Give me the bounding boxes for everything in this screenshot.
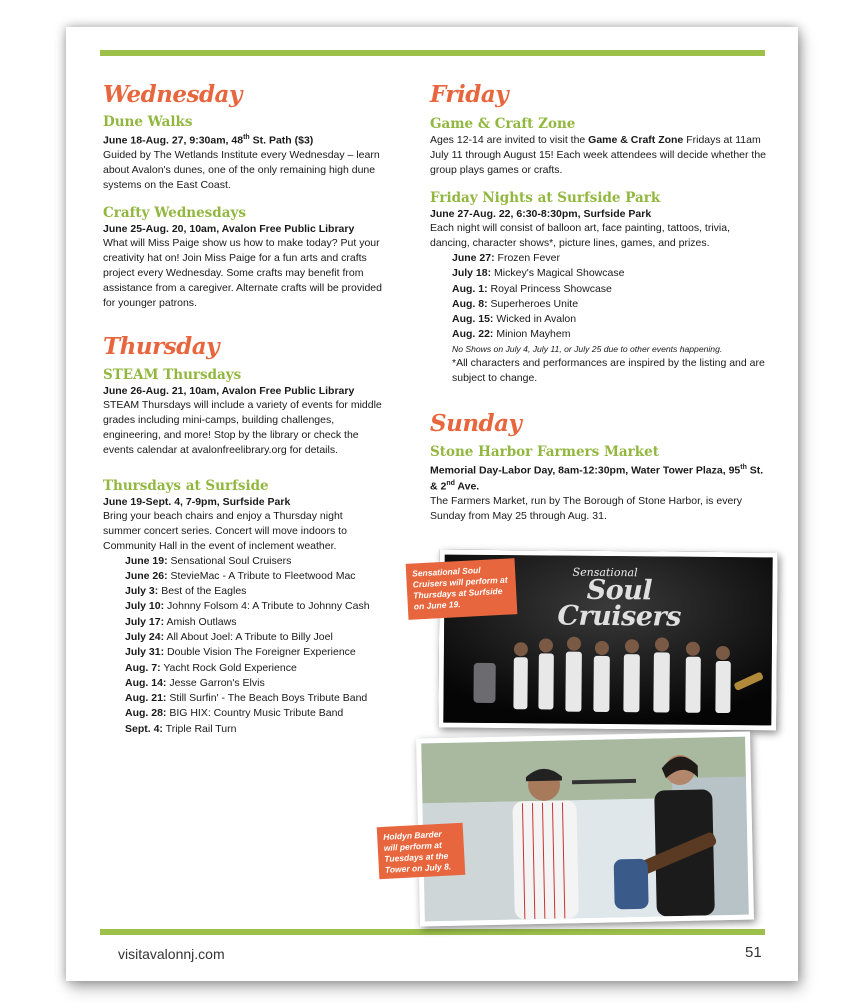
schedule-item: July 10: Johnny Folsom 4: A Tribute to Johnny Cash: [125, 600, 370, 613]
schedule-item: Aug. 28: BIG HIX: Country Music Tribute Band: [125, 707, 344, 720]
top-rule: [100, 50, 765, 56]
game-craft-section: [430, 116, 770, 178]
steam-thursdays-desc: STEAM Thursdays will include a variety of events for middle grades including mini-camps, building challenges, engineering, and more! Stop by the library or check the events calendar at avalonfreelibrary.org for details.: [103, 398, 382, 456]
characters-footnote: *All characters and performances are inspired by the listing and are subject to change.: [452, 356, 765, 384]
friday-nights-desc: Each night will consist of balloon art, face painting, tattoos, trivia, dancing, character shows*, picture lines, games, and prizes.: [430, 222, 730, 249]
schedule-item: July 3: Best of the Eagles: [125, 585, 247, 598]
thursdays-surfside-title: Thursdays at Surfside: [103, 477, 269, 494]
farmers-market-desc: The Farmers Market, run by The Borough of Stone Harbor, is every Sunday from May 25 through Aug. 31.: [430, 494, 743, 522]
band-logo-main: Soul Cruisers: [557, 574, 682, 633]
dune-walks-title: Dune Walks: [103, 114, 193, 130]
magazine-page: [66, 27, 798, 981]
friday-nights-section: [430, 190, 770, 386]
farmers-market-section: [430, 444, 770, 524]
thursday-heading: Thursday: [103, 332, 219, 360]
farmers-market-when: Memorial Day-Labor Day, 8am-12:30pm, Water Tower Plaza, 95th St. & 2nd Ave.: [430, 463, 764, 493]
thursdays-surfside-desc: Bring your beach chairs and enjoy a Thursday night summer concert series. Concert will move indoors to Community Hall in the event of inclement weather.: [103, 509, 347, 552]
dune-walks-when: June 18-Aug. 27, 9:30am, 48th St. Path ($3): [103, 134, 314, 147]
schedule-item: Aug. 15: Wicked in Avalon: [452, 313, 577, 326]
left-column: [103, 81, 383, 737]
schedule-item: July 31: Double Vision The Foreigner Experience: [125, 646, 356, 659]
right-column: [430, 81, 770, 524]
schedule-item: Aug. 8: Superheroes Unite: [452, 297, 579, 310]
game-craft-title: Game & Craft Zone: [430, 116, 576, 132]
schedule-item: Aug. 22: Minion Mayhem: [452, 328, 571, 341]
holdyn-barder-photo: [416, 732, 754, 927]
dune-walks-section: [103, 114, 383, 193]
page-number: 51: [745, 944, 762, 961]
concert-photo-illustration: [421, 737, 749, 922]
crafty-wednesdays-title: Crafty Wednesdays: [103, 204, 246, 221]
crafty-wednesdays-desc: What will Miss Paige show us how to make today? Put your creativity hat on! Join Miss Paige for a fun arts and crafts project every Wednesday. Some crafts may benefit from assistance from a caregiver. Alternate crafts will be provided for younger patrons.: [103, 236, 382, 309]
schedule-item: July 17: Amish Outlaws: [125, 615, 237, 628]
band-logo-top: Sensational: [572, 565, 638, 580]
soul-cruisers-caption: Sensational Soul Cruisers will perform at Thursdays at Surfside on June 19.: [406, 558, 518, 620]
friday-nights-title: Friday Nights at Surfside Park: [430, 190, 661, 206]
schedule-item: July 24: All About Joel: A Tribute to Billy Joel: [125, 630, 333, 643]
game-craft-desc: Ages 12-14 are invited to visit the Game & Craft Zone Fridays at 11am July 11 through August 15! Each week attendees will decide whether the group plays games or crafts.: [430, 134, 767, 176]
bottom-rule: [100, 929, 765, 935]
footer-url: visitavalonnj.com: [118, 946, 225, 962]
thursdays-surfside-when: June 19-Sept. 4, 7-9pm, Surfside Park: [103, 495, 291, 508]
wednesday-heading: Wednesday: [103, 81, 242, 108]
friday-schedule: [430, 251, 770, 386]
friday-heading: Friday: [430, 81, 509, 108]
thursdays-surfside-section: [103, 478, 383, 738]
schedule-item: June 19: Sensational Soul Cruisers: [125, 554, 292, 567]
crafty-wednesdays-section: [103, 205, 383, 311]
sunday-heading: Sunday: [430, 409, 522, 437]
schedule-item: June 26: StevieMac - A Tribute to Fleetwood Mac: [125, 569, 356, 582]
farmers-market-title: Stone Harbor Farmers Market: [430, 443, 659, 460]
schedule-item: Aug. 14: Jesse Garron's Elvis: [125, 676, 265, 689]
schedule-item: June 27: Frozen Fever: [452, 252, 560, 264]
schedule-item: Aug. 7: Yacht Rock Gold Experience: [125, 661, 297, 674]
schedule-item: Sept. 4: Triple Rail Turn: [125, 722, 237, 735]
schedule-item: July 18: Mickey's Magical Showcase: [452, 267, 625, 280]
schedule-item: Aug. 1: Royal Princess Showcase: [452, 282, 612, 295]
friday-nights-when: June 27-Aug. 22, 6:30-8:30pm, Surfside Park: [430, 208, 652, 220]
crafty-wednesdays-when: June 25-Aug. 20, 10am, Avalon Free Public Library: [103, 222, 355, 235]
schedule-item: Aug. 21: Still Surfin' - The Beach Boys Tribute Band: [125, 692, 368, 705]
holdyn-barder-caption: Holdyn Barder will perform at Tuesdays at the Tower on July 8.: [377, 823, 466, 879]
surfside-schedule: [103, 554, 383, 738]
dune-walks-desc: Guided by The Wetlands Institute every Wednesday – learn about Avalon's dunes, one of the only remaining high dune systems on the East Coast.: [103, 148, 380, 191]
steam-thursdays-when: June 26-Aug. 21, 10am, Avalon Free Public Library: [103, 384, 355, 397]
steam-thursdays-title: STEAM Thursdays: [103, 366, 242, 383]
no-shows-note: No Shows on July 4, July 11, or July 25 due to other events happening.: [452, 343, 723, 354]
steam-thursdays-section: [103, 367, 383, 458]
